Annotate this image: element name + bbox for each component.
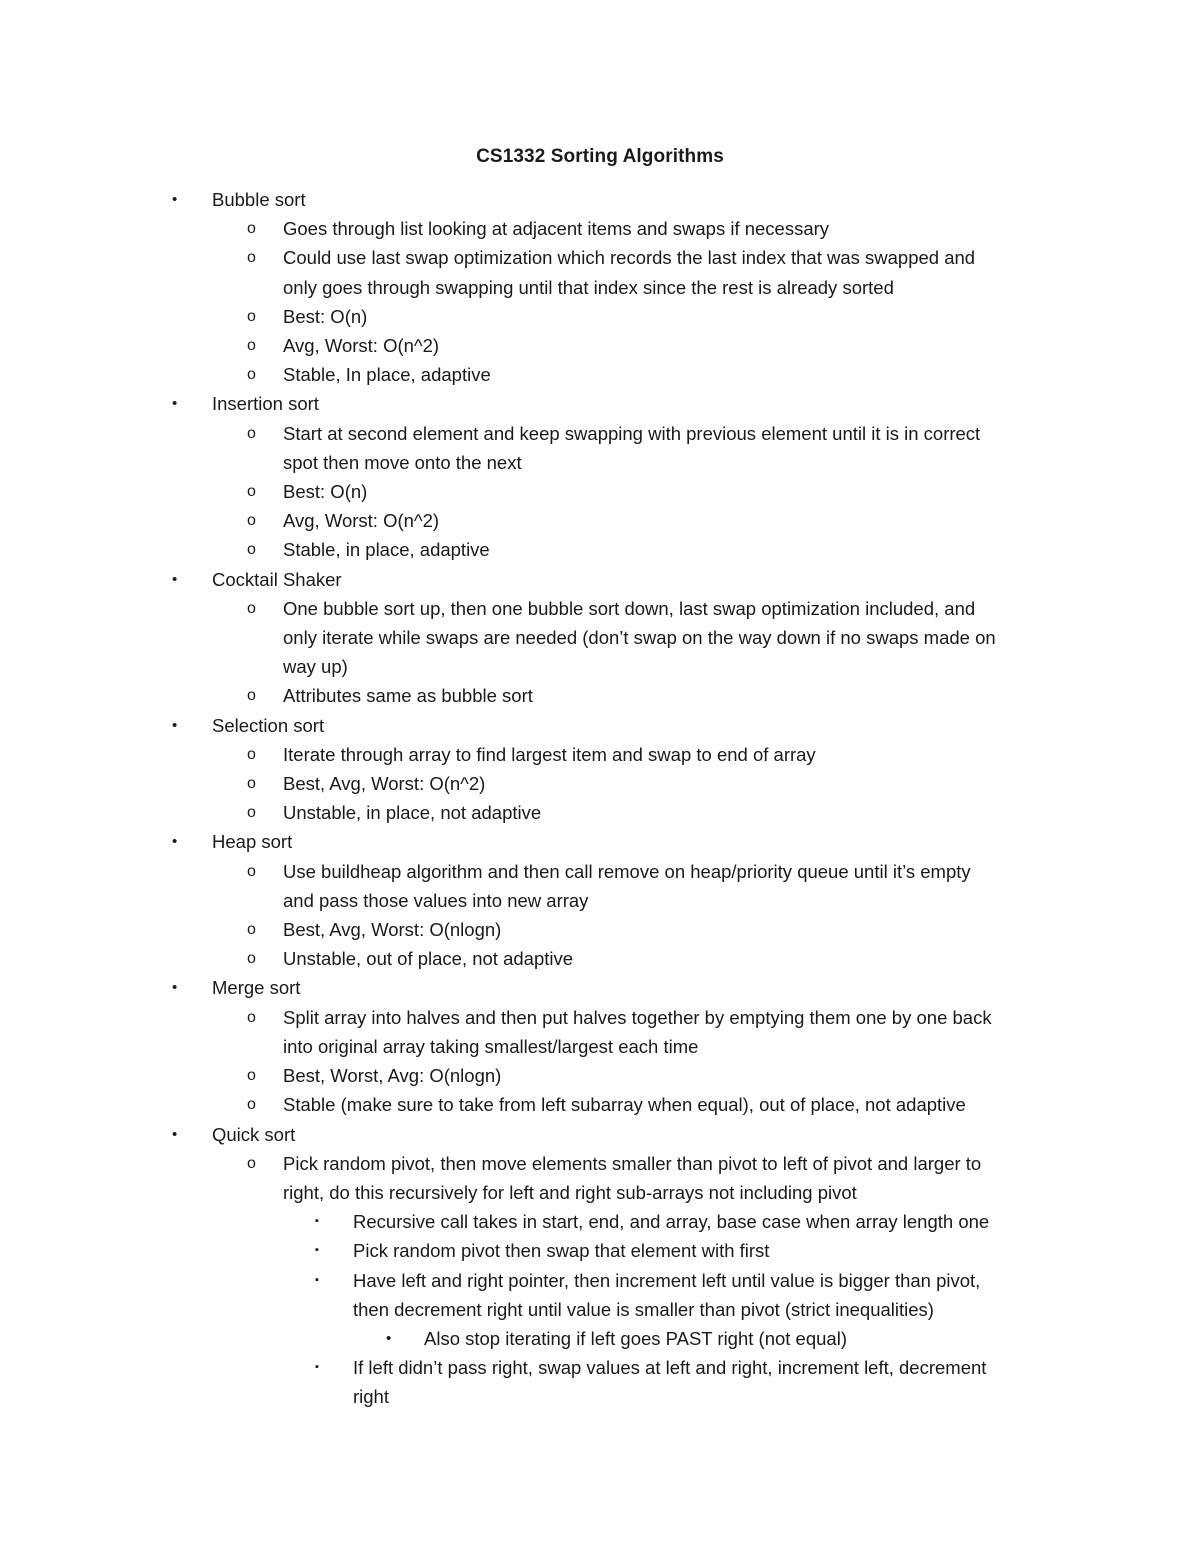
list-item-text: then decrement right until value is smaller than pivot (strict inequalities) bbox=[353, 1298, 934, 1320]
list-item-text: Also stop iterating if left goes PAST right (not equal) bbox=[424, 1327, 847, 1349]
bullet-marker: ▪ bbox=[315, 1273, 319, 1286]
list-item-text: Use buildheap algorithm and then call remove on heap/priority queue until it’s empty bbox=[283, 860, 971, 882]
list-item-level-2 bbox=[0, 243, 1200, 272]
list-item-text: Unstable, out of place, not adaptive bbox=[283, 948, 574, 970]
list-item-text: Have left and right pointer, then increment left until value is bigger than pivot, bbox=[353, 1269, 981, 1291]
list-item-text: Selection sort bbox=[212, 714, 325, 736]
list-item-text: into original array taking smallest/largest each time bbox=[283, 1035, 699, 1057]
list-item-text: If left didn’t pass right, swap values at left and right, increment left, decrement bbox=[353, 1357, 987, 1379]
list-item-level-1 bbox=[0, 973, 1200, 1002]
bullet-marker: • bbox=[172, 395, 178, 413]
bullet-marker: ▪ bbox=[315, 1244, 319, 1257]
list-item-level-2 bbox=[0, 681, 1200, 710]
list-item-level-2 bbox=[0, 506, 1200, 535]
list-item-continuation bbox=[0, 623, 1200, 652]
bullet-marker: • bbox=[172, 979, 178, 997]
list-item-text: Recursive call takes in start, end, and array, base case when array length one bbox=[353, 1211, 990, 1233]
list-item-continuation bbox=[0, 448, 1200, 477]
list-item-level-1 bbox=[0, 389, 1200, 418]
list-item-text: Avg, Worst: O(n^2) bbox=[283, 335, 440, 357]
bullet-marker: o bbox=[247, 687, 256, 705]
list-item-level-2 bbox=[0, 740, 1200, 769]
bullet-marker: o bbox=[247, 950, 256, 968]
list-item-level-2 bbox=[0, 944, 1200, 973]
list-item-level-2 bbox=[0, 1149, 1200, 1178]
list-item-level-2 bbox=[0, 214, 1200, 243]
list-item-continuation bbox=[0, 652, 1200, 681]
list-item-level-1 bbox=[0, 1120, 1200, 1149]
bullet-marker: o bbox=[247, 307, 256, 325]
list-item-text: Attributes same as bubble sort bbox=[283, 685, 533, 707]
list-item-text: Iterate through array to find largest item and swap to end of array bbox=[283, 743, 816, 765]
bullet-marker: o bbox=[247, 1154, 256, 1172]
bullet-marker: • bbox=[172, 833, 178, 851]
list-item-level-4 bbox=[0, 1324, 1200, 1353]
bullet-marker: o bbox=[247, 804, 256, 822]
bullet-marker: o bbox=[247, 745, 256, 763]
list-item-level-2 bbox=[0, 331, 1200, 360]
bullet-marker: o bbox=[247, 775, 256, 793]
bullet-marker: o bbox=[247, 1008, 256, 1026]
bullet-marker: o bbox=[247, 921, 256, 939]
bullet-marker: o bbox=[247, 220, 256, 238]
list-item-continuation bbox=[0, 273, 1200, 302]
list-item-text: Best, Avg, Worst: O(nlogn) bbox=[283, 919, 502, 941]
list-item-level-3 bbox=[0, 1207, 1200, 1236]
list-item-level-2 bbox=[0, 535, 1200, 564]
bullet-marker: o bbox=[247, 862, 256, 880]
list-item-continuation bbox=[0, 1295, 1200, 1324]
document-title: CS1332 Sorting Algorithms bbox=[476, 146, 724, 167]
bullet-marker: • bbox=[172, 191, 178, 208]
list-item-text: and pass those values into new array bbox=[283, 889, 589, 911]
list-item-text: only goes through swapping until that index since the rest is already sorted bbox=[283, 276, 894, 298]
list-item-text: right bbox=[353, 1386, 389, 1408]
bullet-marker: o bbox=[247, 1096, 256, 1114]
list-item-level-2 bbox=[0, 302, 1200, 331]
bullet-marker: • bbox=[172, 1125, 178, 1143]
bullet-marker: o bbox=[247, 366, 256, 384]
list-item-text: Start at second element and keep swapping with previous element until it is in correct bbox=[283, 422, 981, 444]
list-item-continuation bbox=[0, 1178, 1200, 1207]
list-item-level-1 bbox=[0, 827, 1200, 856]
list-item-continuation bbox=[0, 1032, 1200, 1061]
list-item-text: Best, Avg, Worst: O(n^2) bbox=[283, 773, 486, 795]
list-item-text: right, do this recursively for left and right sub-arrays not including pivot bbox=[283, 1181, 857, 1203]
list-item-text: Heap sort bbox=[212, 831, 293, 853]
list-item-text: only iterate while swaps are needed (don’t swap on the way down if no swaps made on bbox=[283, 627, 996, 649]
list-item-level-3 bbox=[0, 1266, 1200, 1295]
list-item-text: Best: O(n) bbox=[283, 305, 368, 327]
bullet-marker: o bbox=[247, 249, 256, 267]
list-item-level-2 bbox=[0, 477, 1200, 506]
list-item-text: Stable, In place, adaptive bbox=[283, 364, 491, 386]
list-item-text: Goes through list looking at adjacent items and swaps if necessary bbox=[283, 218, 830, 240]
list-item-level-2 bbox=[0, 360, 1200, 389]
list-item-level-2 bbox=[0, 769, 1200, 798]
list-item-text: One bubble sort up, then one bubble sort down, last swap optimization included, and bbox=[283, 597, 976, 619]
list-item-level-2 bbox=[0, 1003, 1200, 1032]
list-item-text: Merge sort bbox=[212, 977, 301, 999]
list-item-level-1 bbox=[0, 711, 1200, 740]
list-item-text: Best: O(n) bbox=[283, 481, 368, 503]
list-item-level-1 bbox=[0, 565, 1200, 594]
bullet-marker: o bbox=[247, 424, 256, 442]
list-item-text: Could use last swap optimization which records the last index that was swapped and bbox=[283, 247, 976, 269]
bullet-marker: • bbox=[386, 1329, 392, 1347]
list-item-text: Cocktail Shaker bbox=[212, 568, 342, 590]
list-item-level-2 bbox=[0, 594, 1200, 623]
list-item-text: Pick random pivot, then move elements smaller than pivot to left of pivot and larger to bbox=[283, 1152, 982, 1174]
list-item-text: Pick random pivot then swap that element with first bbox=[353, 1240, 770, 1262]
list-item-level-3 bbox=[0, 1236, 1200, 1265]
list-item-text: Bubble sort bbox=[212, 189, 306, 210]
list-item-level-2 bbox=[0, 798, 1200, 827]
bullet-marker: ▪ bbox=[315, 1215, 319, 1228]
list-item-text: Unstable, in place, not adaptive bbox=[283, 802, 542, 824]
list-item-level-2 bbox=[0, 915, 1200, 944]
bullet-marker: o bbox=[247, 599, 256, 617]
bullet-marker: • bbox=[172, 716, 178, 734]
list-item-level-1 bbox=[0, 185, 1200, 214]
list-item-level-2 bbox=[0, 857, 1200, 886]
list-item-text: spot then move onto the next bbox=[283, 451, 522, 473]
list-item-text: Split array into halves and then put halves together by emptying them one by one back bbox=[283, 1006, 992, 1028]
bullet-marker: o bbox=[247, 512, 256, 530]
list-item-text: Insertion sort bbox=[212, 393, 319, 415]
list-item-level-2 bbox=[0, 1090, 1200, 1119]
bullet-marker: o bbox=[247, 1067, 256, 1085]
notes-list bbox=[0, 185, 1200, 1412]
bullet-marker: o bbox=[247, 337, 256, 355]
list-item-level-2 bbox=[0, 419, 1200, 448]
list-item-level-3 bbox=[0, 1353, 1200, 1382]
list-item-level-2 bbox=[0, 1061, 1200, 1090]
list-item-text: Quick sort bbox=[212, 1123, 296, 1145]
bullet-marker: o bbox=[247, 483, 256, 501]
list-item-text: Best, Worst, Avg: O(nlogn) bbox=[283, 1065, 502, 1087]
list-item-text: Stable (make sure to take from left subarray when equal), out of place, not adaptive bbox=[283, 1094, 966, 1116]
bullet-marker: ▪ bbox=[315, 1361, 319, 1374]
list-item-text: Avg, Worst: O(n^2) bbox=[283, 510, 440, 532]
bullet-marker: o bbox=[247, 541, 256, 559]
list-item-continuation bbox=[0, 1382, 1200, 1411]
list-item-text: way up) bbox=[283, 656, 348, 678]
list-item-text: Stable, in place, adaptive bbox=[283, 539, 490, 561]
list-item-continuation bbox=[0, 886, 1200, 915]
bullet-marker: • bbox=[172, 570, 178, 588]
